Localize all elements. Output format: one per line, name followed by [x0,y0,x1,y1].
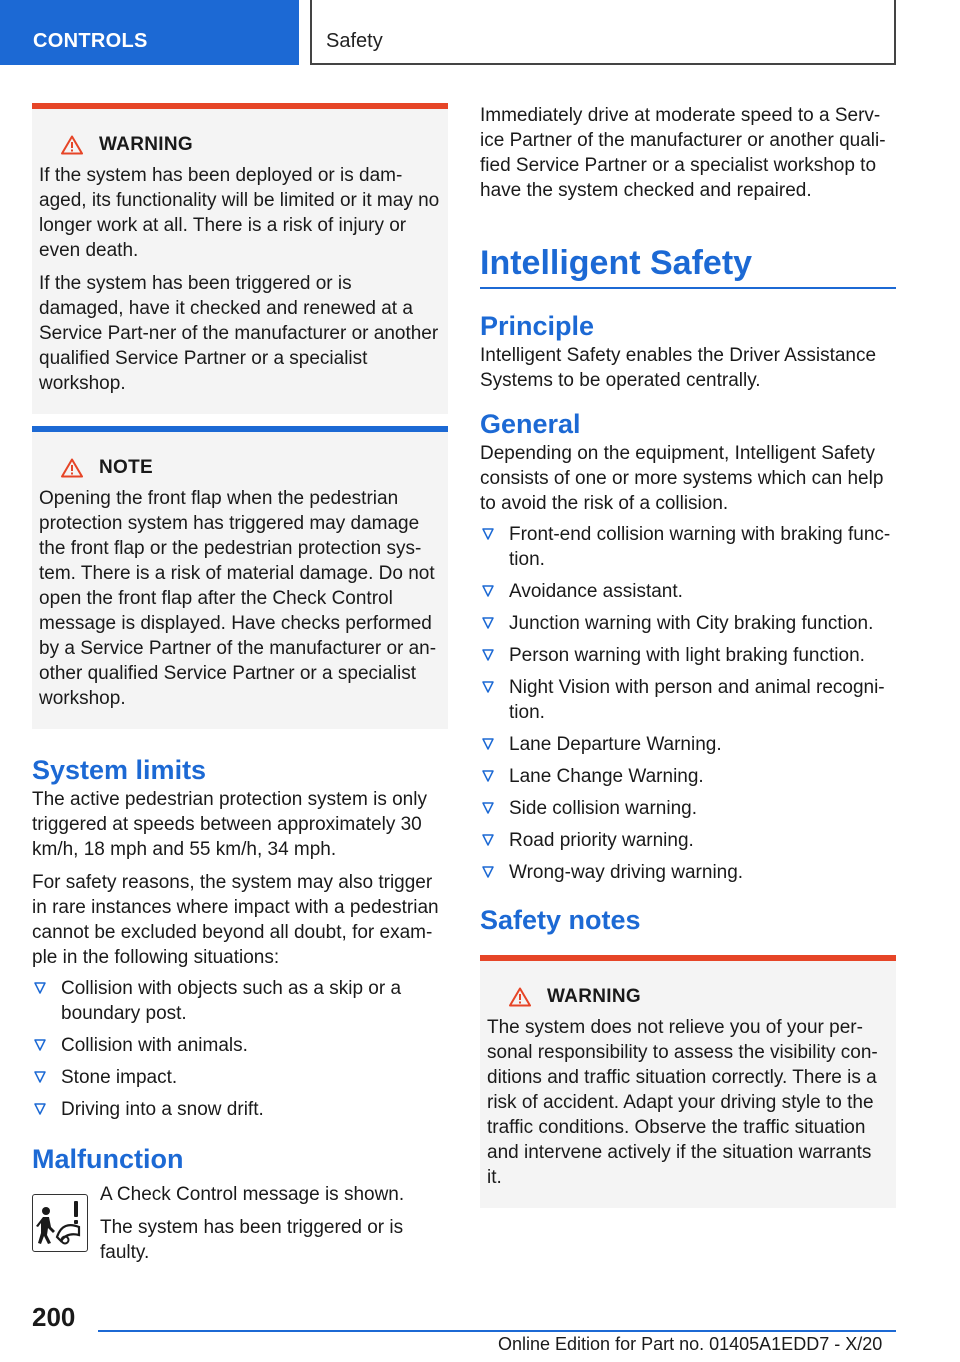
triangle-bullet-icon [482,585,494,597]
list-item [480,828,896,853]
list-item [32,1065,448,1090]
triangle-bullet-icon [482,802,494,814]
body-paragraph: Intelligent Safety enables the Driver Assistance Systems to be operated centrally. [480,345,877,391]
triangle-bullet-icon [482,866,494,878]
list-item [480,732,896,757]
system-limits-heading: System limits [32,755,207,785]
triangle-bullet-icon [34,982,46,994]
triangle-bullet-icon [482,649,494,661]
note-box [32,426,448,729]
malfunction-row [32,1182,448,1265]
body-paragraph: Depending on the equipment, Intelligent Safety consists of one or more systems which can help to avoid the risk of a collision. [480,443,884,514]
warning-text: If the system has been deployed or is dam‐aged, its functionality will be limited or it may no longer work at all. There is a risk of injury or even death. [39,165,440,261]
malfunction-text [100,1182,448,1265]
triangle-bullet-icon [482,770,494,782]
list-item-text: Collision with objects such as a skip or a boundary post. [61,978,402,1024]
list-item-text: Person warning with light braking function. [509,645,865,666]
right-column [480,103,896,1208]
warning-triangle-icon [61,135,83,155]
triangle-bullet-icon [482,738,494,750]
warning-box-header [487,983,888,1011]
list-item-text: Junction warning with City braking function. [509,613,874,634]
body-paragraph: The system has been triggered or is faulty. [100,1217,404,1263]
safety-notes-heading: Safety notes [480,905,641,935]
intelligent-safety-heading: Intelligent Safety [480,244,753,282]
body-paragraph: A Check Control message is shown. [100,1184,405,1205]
list-item-text: Collision with animals. [61,1035,248,1056]
note-text: Opening the front flap when the pedestrian protection system has triggered may damage the front flap or the pedestrian protection sys‐tem. There is a risk of material damage. Do not open the front flap after the Check Control message is displayed. Have checks performed by a Service Partner of the manufacturer or an‐other qualified Service Partner or a specialist workshop. [39,488,437,709]
warning-box [32,103,448,414]
chapter-label: Safety [326,30,383,52]
triangle-bullet-icon [34,1071,46,1083]
triangle-bullet-icon [482,528,494,540]
footer-rule [98,1330,896,1332]
list-item [480,764,896,789]
list-item [32,976,448,1026]
list-item-text: Lane Departure Warning. [509,734,722,755]
list-item [480,796,896,821]
page-number: 200 [32,1302,76,1332]
list-item-text: Avoidance assistant. [509,581,683,602]
triangle-bullet-icon [482,834,494,846]
triangle-bullet-icon [34,1103,46,1115]
triangle-bullet-icon [482,617,494,629]
list-item [480,611,896,636]
section-label: CONTROLS [33,30,148,52]
intelligent-safety-title-bar [480,243,896,289]
caution-triangle-icon [61,458,83,478]
body-paragraph: The active pedestrian protection system is only triggered at speeds between approximately 30 km/h, 18 mph and 55 km/h, 34 mph. [32,789,427,860]
list-item [480,643,896,668]
list-item-text: Night Vision with person and animal recogni‐tion. [509,677,885,723]
list-item-text: Side collision warning. [509,798,697,819]
edition-text: Online Edition for Part no. 01405A1EDD7 - X/20 [498,1334,883,1354]
list-item [480,522,896,572]
malfunction-heading: Malfunction [32,1144,184,1174]
list-item [480,675,896,725]
body-paragraph: For safety reasons, the system may also trigger in rare instances where impact with a pedestrian cannot be excluded beyond all doubt, for exam‐ple in the following situations: [32,872,439,968]
list-item-text: Road priority warning. [509,830,694,851]
list-item [480,579,896,604]
triangle-bullet-icon [482,681,494,693]
warning-box-header [39,131,440,159]
chapter-tab [310,0,896,65]
list-item [32,1033,448,1058]
note-box-header [39,454,440,482]
list-item-text: Driving into a snow drift. [61,1099,264,1120]
general-heading: General [480,409,581,439]
note-title: NOTE [99,457,153,478]
warning-text: If the system has been triggered or is damaged, have it checked and renewed at a Service Part‐ner of the manufacturer or another qualified Service Partner or a specialist workshop. [39,273,439,394]
warning-triangle-icon [509,987,531,1007]
principle-heading: Principle [480,311,595,341]
list-item-text: Wrong-way driving warning. [509,862,744,883]
warning-box [480,955,896,1208]
list-item-text: Front-end collision warning with braking func‐tion. [509,524,891,570]
list-item [480,860,896,885]
warning-title: WARNING [547,986,641,1007]
left-column [32,103,448,1265]
list-item-text: Stone impact. [61,1067,178,1088]
warning-text: The system does not relieve you of your per‐sonal responsibility to assess the visibility con‐ditions and traffic situation correctly. There is a risk of accident. Adapt your driving style to the traffic conditions. Observe the traffic situation and intervene actively if the situation warrants it. [487,1017,878,1188]
system-limits-list [32,976,448,1122]
intelligent-safety-list [480,522,896,885]
section-tab [0,0,299,65]
triangle-bullet-icon [34,1039,46,1051]
warning-title: WARNING [99,134,193,155]
list-item [32,1097,448,1122]
list-item-text: Lane Change Warning. [509,766,704,787]
body-paragraph: Immediately drive at moderate speed to a Serv‐ice Partner of the manufacturer or another quali‐fied Service Partner or a specialist workshop to have the system checked and repaired. [480,105,886,201]
pedestrian-protection-warning-icon [32,1194,88,1252]
